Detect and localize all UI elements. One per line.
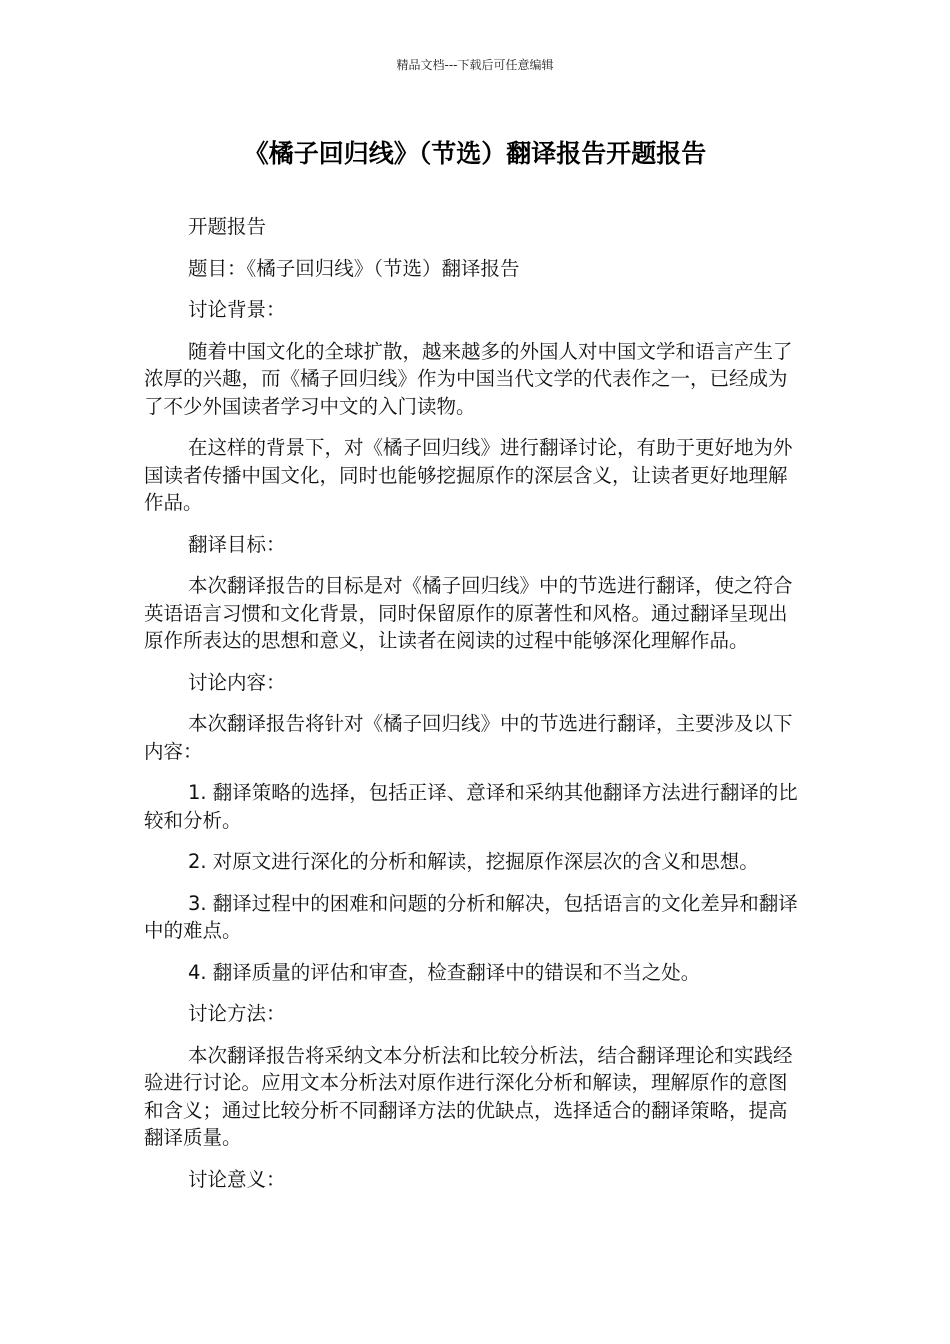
list-item-4: 4. 翻译质量的评估和审查，检查翻译中的错误和不当之处。 [188, 960, 701, 984]
header-note: 精品文档---下载后可任意编辑 [396, 58, 554, 72]
document-body [144, 213, 804, 1207]
paragraph-method: 本次翻译报告将采纳文本分析法和比较分析法，结合翻译理论和实践经验进行讨论。应用文本分析法对原作进行深化分析和解读，理解原作的意图和含义；通过比较分析不同翻译方法的优缺点，选择适合的翻译策略，提高翻译质量。 [144, 1043, 793, 1149]
list-item-1: 1. 翻译策略的选择，包括正译、意译和采纳其他翻译方法进行翻译的比较和分析。 [144, 781, 798, 832]
paragraph-goal: 本次翻译报告的目标是对《橘子回归线》中的节选进行翻译，使之符合英语语言习惯和文化背景，同时保留原作的原著性和风格。通过翻译呈现出原作所表达的思想和意义，让读者在阅读的过程中能够深化理解作品。 [144, 574, 793, 652]
paragraph-background-2: 在这样的背景下，对《橘子回归线》进行翻译讨论，有助于更好地为外国读者传播中国文化，同时也能够挖掘原作的深层含义，让读者更好地理解作品。 [144, 436, 793, 514]
heading-background: 讨论背景： [188, 298, 286, 321]
heading-content: 讨论内容： [188, 670, 286, 694]
paragraph-background-1: 随着中国文化的全球扩散，越来越多的外国人对中国文学和语言产生了浓厚的兴趣，而《橘子回归线》作为中国当代文学的代表作之一，已经成为了不少外国读者学习中文的入门读物。 [144, 339, 793, 418]
paragraph-content-intro: 本次翻译报告将针对《橘子回归线》中的节选进行翻译，主要涉及以下内容： [144, 712, 793, 763]
heading-method: 讨论方法： [188, 1002, 286, 1025]
document-title: 《橘子回归线》（节选）翻译报告开题报告 [243, 139, 707, 168]
list-item-2: 2. 对原文进行深化的分析和解读，挖掘原作深层次的含义和思想。 [188, 850, 759, 873]
section-label-proposal: 开题报告 [188, 215, 267, 238]
list-item-3: 3. 翻译过程中的困难和问题的分析和解决，包括语言的文化差异和翻译中的难点。 [144, 891, 798, 942]
heading-significance: 讨论意义： [188, 1167, 286, 1191]
heading-goal: 翻译目标： [188, 532, 286, 556]
topic-line: 题目：《橘子回归线》（节选）翻译报告 [188, 256, 520, 280]
